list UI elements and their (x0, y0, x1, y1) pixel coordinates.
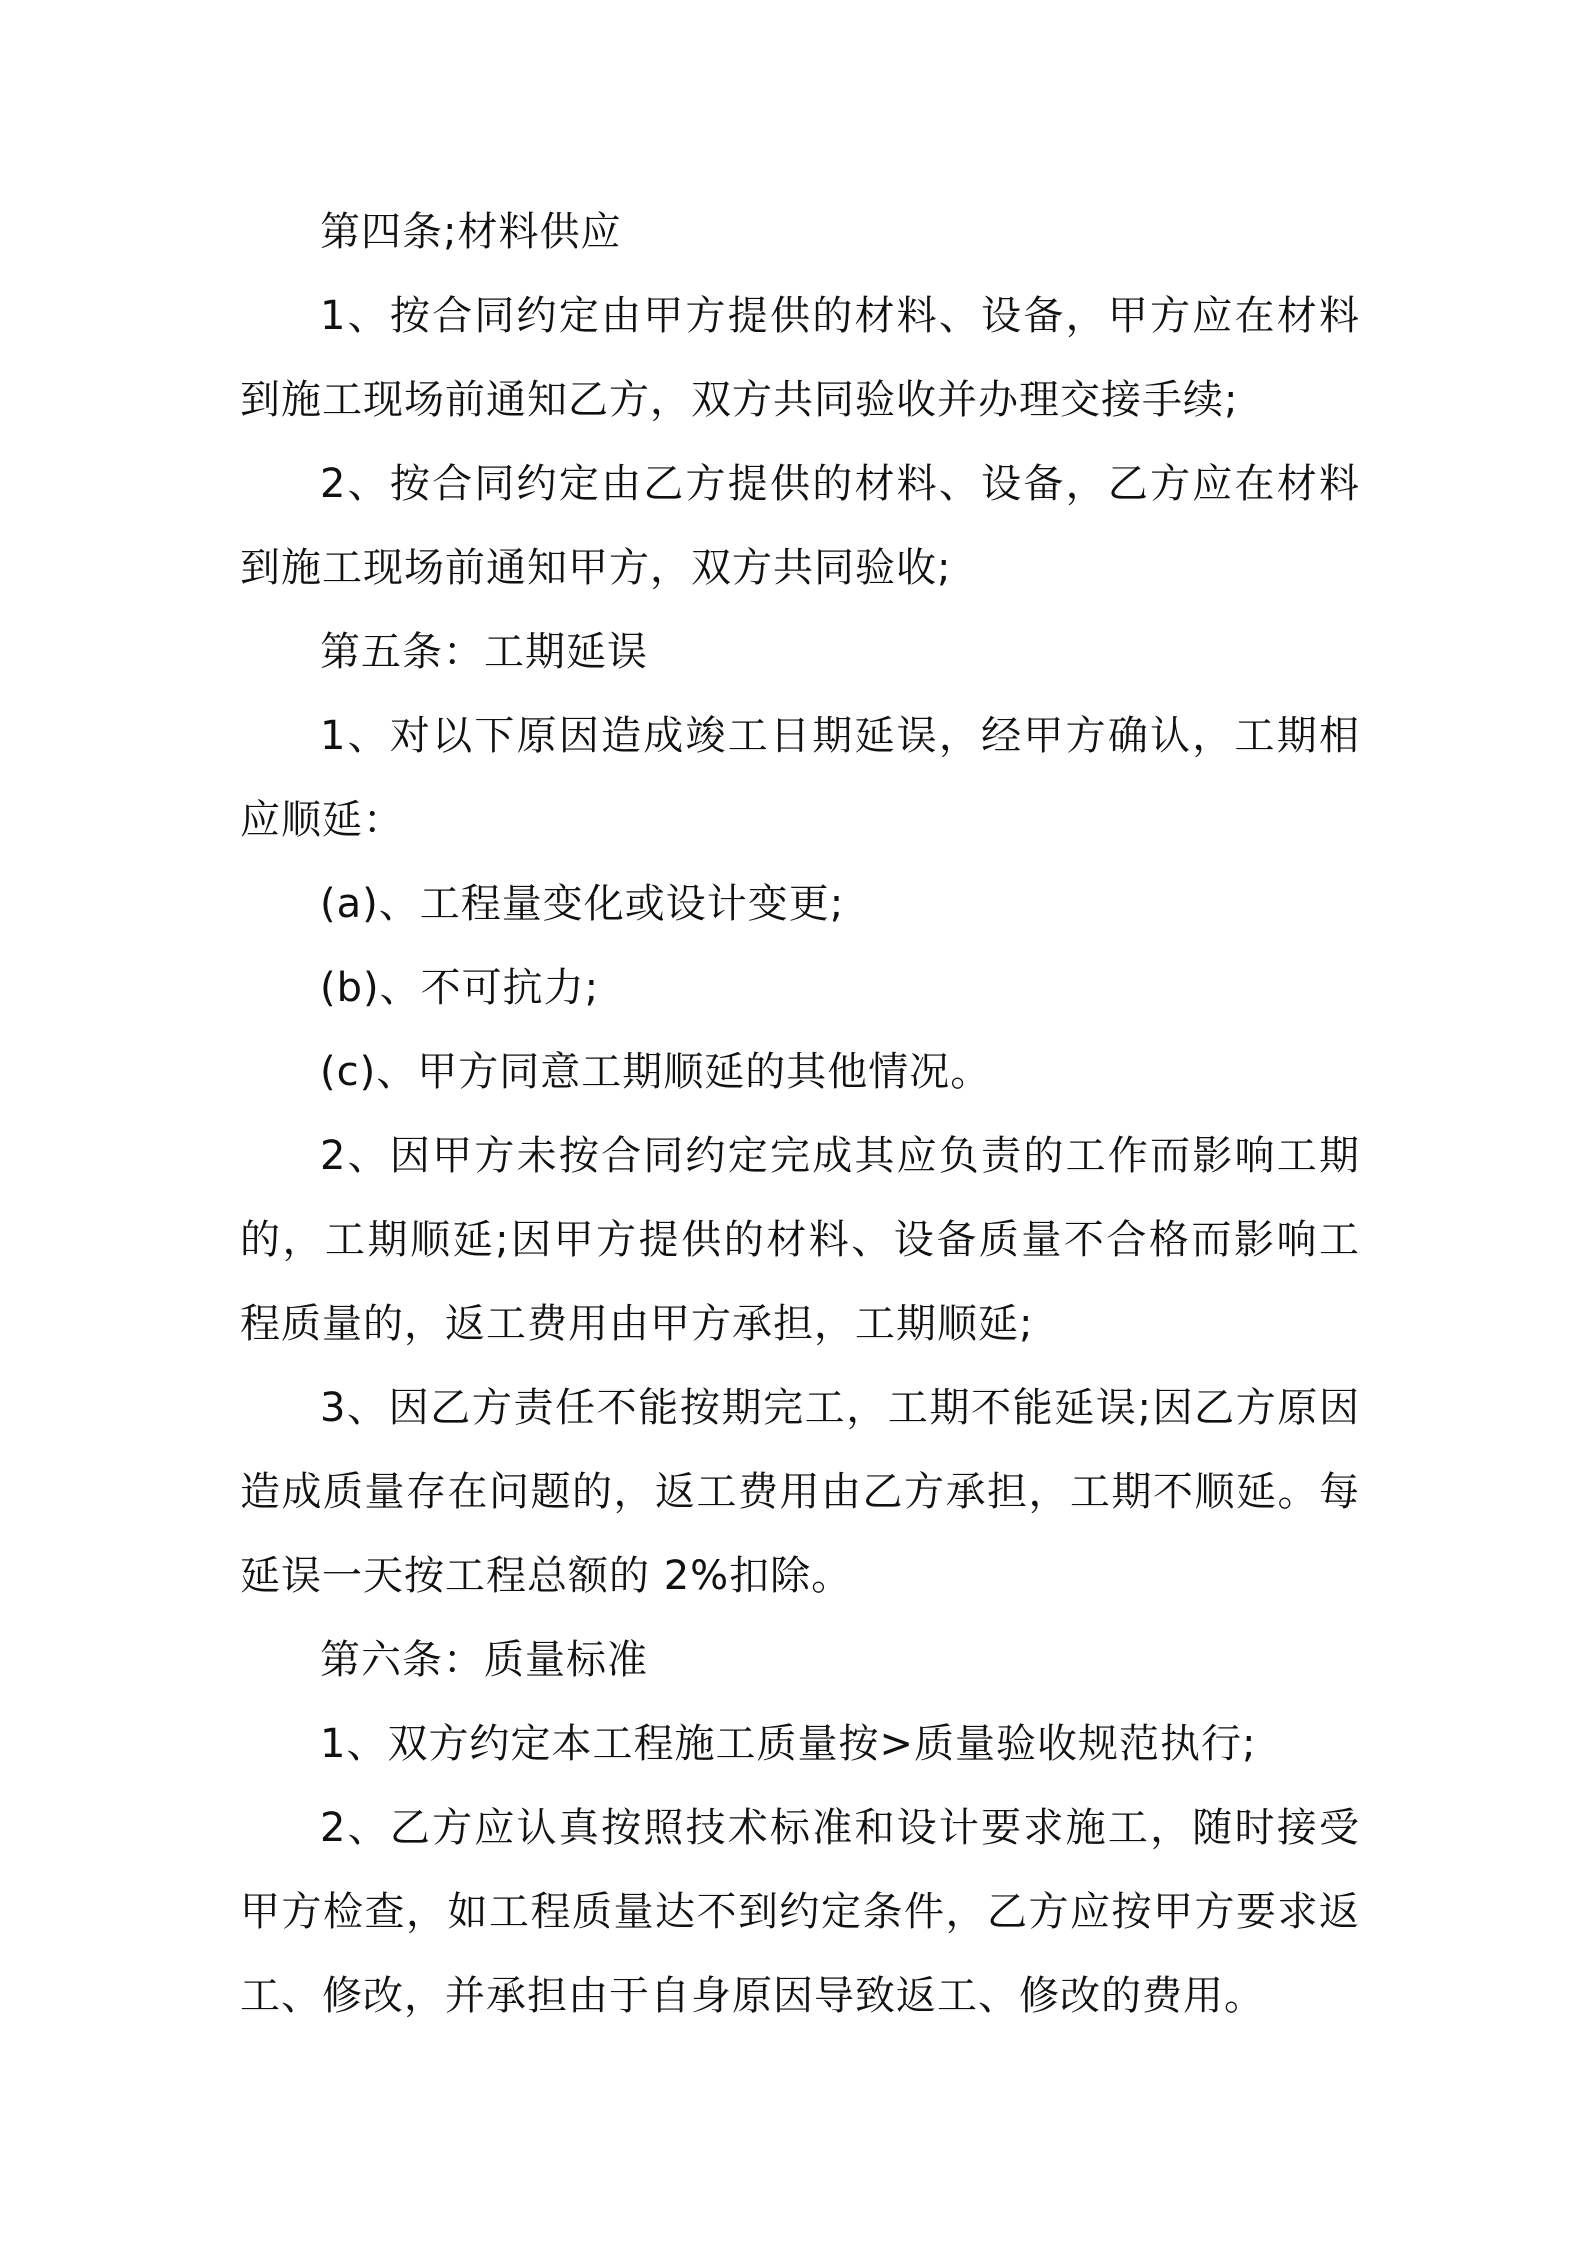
section-heading-6: 第六条：质量标准 (320, 1637, 648, 1683)
paragraph-4-2: 2、按合同约定由乙方提供的材料、设备，乙方应在材料到施工现场前通知甲方，双方共同验收; (240, 461, 1360, 591)
paragraph-5-1-a: (a)、工程量变化或设计变更; (320, 881, 845, 927)
document-body (240, 190, 1360, 2038)
paragraph-5-1-c: (c)、甲方同意工期顺延的其他情况。 (320, 1049, 992, 1095)
paragraph-5-2: 2、因甲方未按合同约定完成其应负责的工作而影响工期的，工期顺延;因甲方提供的材料、设备质量不合格而影响工程质量的，返工费用由甲方承担，工期顺延; (240, 1133, 1360, 1347)
paragraph-5-1-b: (b)、不可抗力; (320, 965, 600, 1011)
paragraph-5-3: 3、因乙方责任不能按期完工，工期不能延误;因乙方原因造成质量存在问题的，返工费用由乙方承担，工期不顺延。每延误一天按工程总额的 2%扣除。 (240, 1385, 1360, 1599)
section-heading-4: 第四条;材料供应 (320, 209, 622, 255)
section-heading-5: 第五条：工期延误 (320, 629, 648, 675)
paragraph-6-1: 1、双方约定本工程施工质量按>质量验收规范执行; (320, 1721, 1257, 1767)
paragraph-6-2: 2、乙方应认真按照技术标准和设计要求施工，随时接受甲方检查，如工程质量达不到约定条件，乙方应按甲方要求返工、修改，并承担由于自身原因导致返工、修改的费用。 (240, 1805, 1360, 2019)
paragraph-4-1: 1、按合同约定由甲方提供的材料、设备，甲方应在材料到施工现场前通知乙方，双方共同验收并办理交接手续; (240, 293, 1360, 423)
paragraph-5-1: 1、对以下原因造成竣工日期延误，经甲方确认，工期相应顺延： (240, 713, 1360, 843)
